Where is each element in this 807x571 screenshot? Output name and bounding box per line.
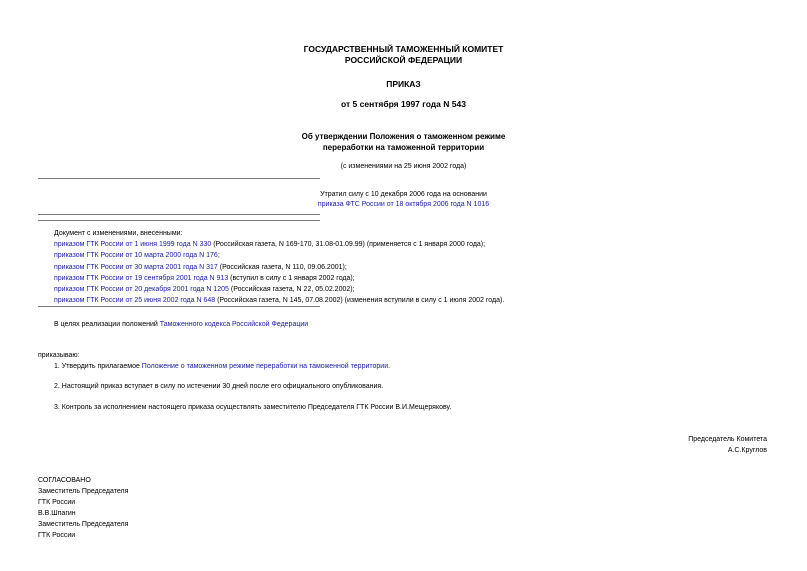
org-name-line1: ГОСУДАРСТВЕННЫЙ ТАМОЖЕННЫЙ КОМИТЕТ — [303, 44, 504, 54]
preamble: В целях реализации положений Таможенного кодекса Российской Федерации — [54, 321, 309, 328]
org-name-line2: РОССИЙСКОЙ ФЕДЕРАЦИИ — [344, 55, 463, 65]
regulation-link[interactable]: Положение о таможенном режиме переработки на таможенной территории — [141, 363, 389, 370]
order-item-1: 1. Утвердить прилагаемое Положение о таможенном режиме переработки на таможенной территории. — [54, 363, 391, 370]
amendment-link[interactable]: приказом ГТК России от 10 марта 2000 года N 176 — [54, 252, 218, 260]
doc-title-line2: переработки на таможенной территории — [322, 143, 485, 152]
amendment-link[interactable]: приказом ГТК России от 19 сентября 2001 года N 913 — [54, 274, 229, 282]
agreed-line: Заместитель Председателя — [38, 521, 129, 528]
signatory-name: А.С.Круглов — [727, 447, 767, 454]
list-item: приказом ГТК России от 10 марта 2000 года N 176; — [54, 252, 220, 260]
amendment-note: (с изменениями на 25 июня 2002 года) — [340, 163, 467, 170]
amendment-link[interactable]: приказом ГТК России от 30 марта 2001 года N 317 — [54, 263, 218, 271]
lost-force-text: Утратил силу с 10 декабря 2006 года на основании — [320, 191, 487, 198]
amendment-link[interactable]: приказом ГТК России от 25 июня 2002 года N 648 — [54, 297, 216, 305]
doc-date-number: от 5 сентября 1997 года N 543 — [341, 99, 466, 109]
changes-intro: Документ с изменениями, внесенными: — [54, 230, 183, 237]
lost-force-link[interactable]: приказа ФТС России от 18 октября 2006 года N 1016 — [317, 201, 490, 208]
list-item: приказом ГТК России от 19 сентября 2001 года N 913 (вступил в силу с 1 января 2002 года); — [54, 274, 355, 282]
list-item: приказом ГТК России от 20 декабря 2001 года N 1205 (Российская газета, N 22, 05.02.2002); — [54, 286, 355, 294]
agreed-line: ГТК России — [38, 532, 76, 539]
list-item: приказом ГТК России от 30 марта 2001 года N 317 (Российская газета, N 110, 09.06.2001); — [54, 263, 347, 271]
agreed-line: В.В.Шпагин — [38, 510, 76, 517]
customs-code-link[interactable]: Таможенного кодекса Российской Федерации — [159, 321, 309, 328]
order-verb: приказываю: — [38, 352, 80, 359]
divider — [38, 214, 320, 215]
agreed-block — [38, 475, 128, 541]
lost-force-link-line — [0, 200, 807, 209]
doc-title-line1: Об утверждении Положения о таможенном режиме — [301, 132, 506, 141]
order-item-3: 3. Контроль за исполнением настоящего приказа осуществлять заместителю Председателя ГТК России В.И.Мещерякову. — [54, 404, 452, 411]
list-item: приказом ГТК России от 25 июня 2002 года N 648 (Российская газета, N 145, 07.08.2002) (изменения вступили в силу с 1 июля 2002 года). — [54, 297, 505, 305]
divider — [38, 306, 320, 307]
amendment-link[interactable]: приказом ГТК России от 1 июня 1999 года N 330 — [54, 241, 212, 249]
doc-type: ПРИКАЗ — [386, 79, 421, 89]
list-item: приказом ГТК России от 1 июня 1999 года N 330 (Российская газета, N 169-170, 31.08-01.09.99) (применяется с 1 января 2000 года); — [54, 241, 486, 249]
divider — [38, 178, 320, 179]
amendment-link[interactable]: приказом ГТК России от 20 декабря 2001 года N 1205 — [54, 286, 229, 294]
divider — [38, 220, 320, 221]
order-item-2: 2. Настоящий приказ вступает в силу по истечении 30 дней после его официального опубликования. — [54, 383, 384, 390]
signatory-position: Председатель Комитета — [688, 436, 767, 443]
agreed-line: Заместитель Председателя — [38, 488, 129, 495]
agreed-line: ГТК России — [38, 499, 76, 506]
signatory-block — [688, 434, 767, 456]
changes-list — [54, 228, 504, 306]
agreed-label: СОГЛАСОВАНО — [38, 477, 91, 484]
